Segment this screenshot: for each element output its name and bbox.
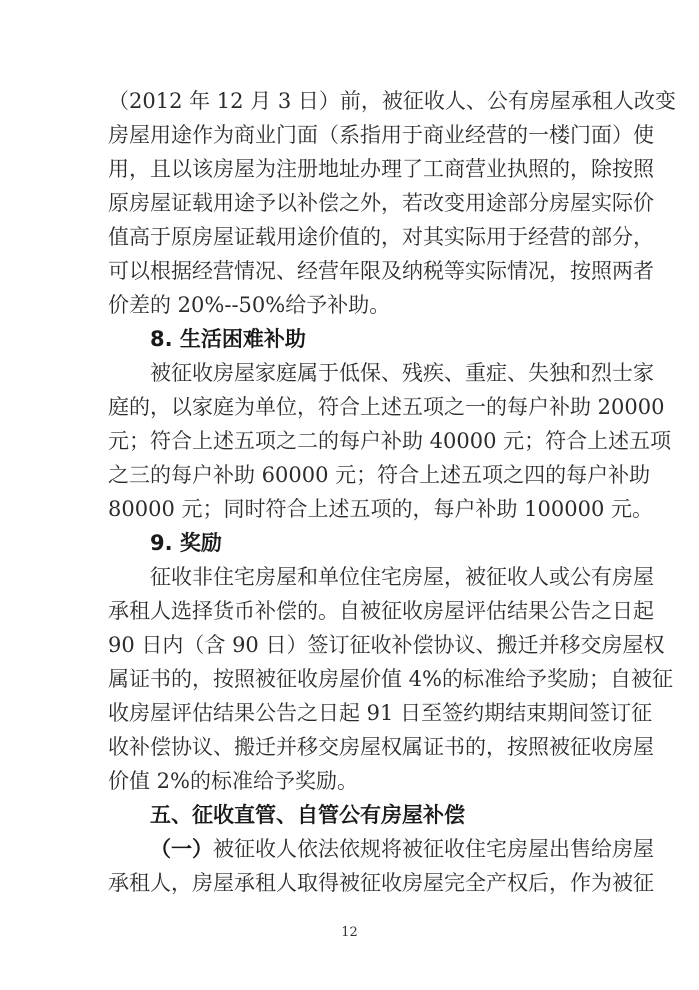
item-marker: （一） xyxy=(150,837,213,861)
paragraph-line: 收房屋评估结果公告之日起 91 日至签约期结束期间签订征 xyxy=(108,701,653,725)
paragraph-line: 收补偿协议、搬迁并移交房屋权属证书的，按照被征收房屋 xyxy=(108,735,654,759)
paragraph-line: 可以根据经营情况、经营年限及纳税等实际情况，按照两者 xyxy=(108,259,654,283)
paragraph-line: （2012 年 12 月 3 日）前，被征收人、公有房屋承租人改变 xyxy=(108,89,676,113)
paragraph-line: 元；符合上述五项之二的每户补助 40000 元；符合上述五项 xyxy=(108,429,672,453)
paragraph-line xyxy=(108,832,654,866)
section-heading: 9. 奖励 xyxy=(150,531,222,555)
page-number: 12 xyxy=(341,925,358,940)
paragraph-line: 房屋用途作为商业门面（系指用于商业经营的一楼门面）使 xyxy=(108,123,654,147)
section-heading: 8. 生活困难补助 xyxy=(150,327,306,351)
paragraph-line: 价值 2%的标准给予奖励。 xyxy=(108,769,358,793)
section-heading: 五、征收直管、自管公有房屋补偿 xyxy=(150,803,465,827)
document-body xyxy=(108,84,676,900)
paragraph-line: 承租人，房屋承租人取得被征收房屋完全产权后，作为被征 xyxy=(108,871,654,895)
paragraph-line: 90 日内（含 90 日）签订征收补偿协议、搬迁并移交房屋权 xyxy=(108,633,665,657)
paragraph-line: 承租人选择货币补偿的。自被征收房屋评估结果公告之日起 xyxy=(108,599,654,623)
paragraph-line: 征收非住宅房屋和单位住宅房屋，被征收人或公有房屋 xyxy=(150,565,654,589)
paragraph-line: 值高于原房屋证载用途价值的，对其实际用于经营的部分， xyxy=(108,225,654,249)
paragraph-line: 用，且以该房屋为注册地址办理了工商营业执照的，除按照 xyxy=(108,157,654,181)
paragraph-line: 之三的每户补助 60000 元；符合上述五项之四的每户补助 xyxy=(108,463,651,487)
paragraph-line: 被征收房屋家庭属于低保、残疾、重症、失独和烈士家 xyxy=(150,361,654,385)
paragraph-line: 原房屋证载用途予以补偿之外，若改变用途部分房屋实际价 xyxy=(108,191,654,215)
paragraph-line: 庭的，以家庭为单位，符合上述五项之一的每户补助 20000 xyxy=(108,395,665,419)
paragraph-line: 价差的 20%--50%给予补助。 xyxy=(108,293,391,317)
item-text: 被征收人依法依规将被征收住宅房屋出售给房屋 xyxy=(213,837,654,861)
paragraph-line: 80000 元；同时符合上述五项的，每户补助 100000 元。 xyxy=(108,497,653,521)
paragraph-line: 属证书的，按照被征收房屋价值 4%的标准给予奖励；自被征 xyxy=(108,667,673,691)
